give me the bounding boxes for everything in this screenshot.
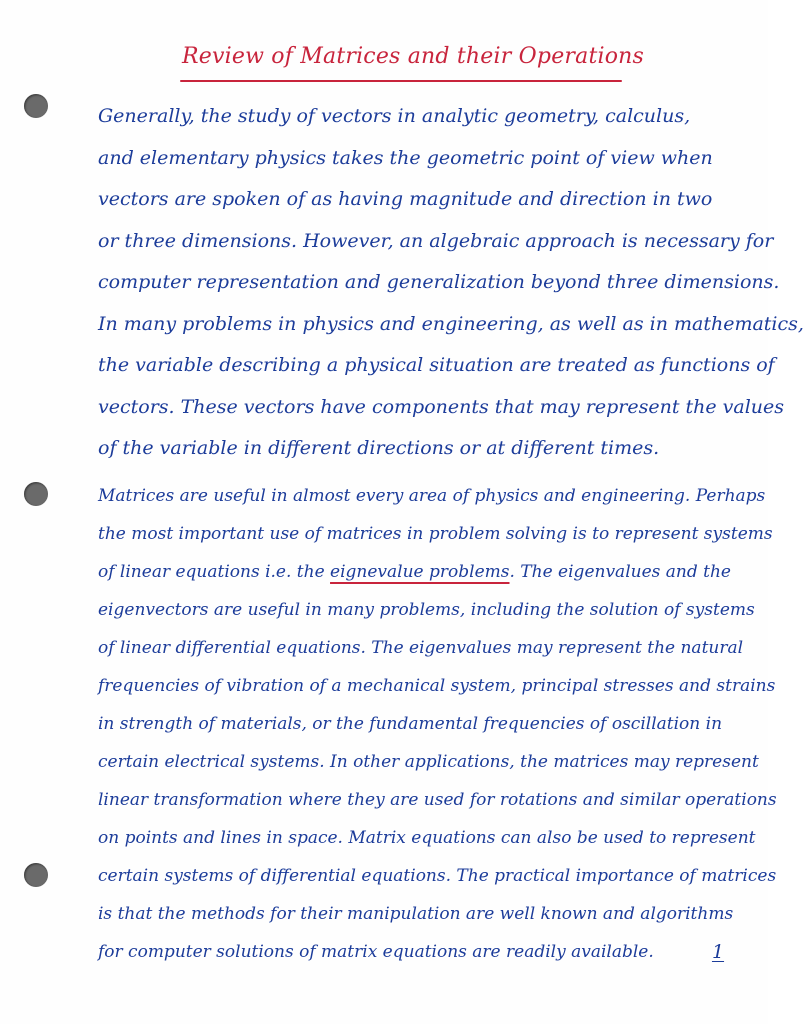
underlined-term: eignevalue problems <box>330 562 510 582</box>
text-line: certain systems of differential equations. The practical importance of matrices <box>98 866 777 886</box>
binder-hole-bottom <box>24 863 48 887</box>
text-line: of the variable in different directions or at different times. <box>98 437 660 459</box>
text-line: vectors. These vectors have components that may represent the values <box>98 395 785 418</box>
text-line: linear transformation where they are used for rotations and similar operations <box>98 790 777 810</box>
text-segment: . The eigenvalues and the <box>509 562 731 582</box>
text-line: vectors are spoken of as having magnitude and direction in two <box>98 188 713 210</box>
text-line: the variable describing a physical situation are treated as functions of <box>98 354 775 376</box>
text-line: is that the methods for their manipulation are well known and algorithms <box>98 904 734 924</box>
page-title: Review of Matrices and their Operations <box>182 44 645 69</box>
text-line: computer representation and generalization beyond three dimensions. <box>98 271 780 293</box>
page-number: 1 <box>711 941 725 963</box>
paragraph-vectors <box>98 96 804 470</box>
text-line: of linear differential equations. The eigenvalues may represent the natural <box>98 638 744 658</box>
text-line: on points and lines in space. Matrix equations can also be used to represent <box>98 828 756 848</box>
binder-hole-top <box>24 94 48 118</box>
paragraph-matrices <box>98 477 777 971</box>
text-line: frequencies of vibration of a mechanical system, principal stresses and strains <box>98 676 776 696</box>
text-line: and elementary physics takes the geometric point of view when <box>98 146 713 169</box>
text-line: for computer solutions of matrix equations are readily available. <box>98 942 654 962</box>
text-line: In many problems in physics and engineering, as well as in mathematics, <box>98 312 804 335</box>
text-line: certain electrical systems. In other applications, the matrices may represent <box>98 752 759 772</box>
title-underline <box>180 80 622 82</box>
text-line: in strength of materials, or the fundamental frequencies of oscillation in <box>98 714 723 734</box>
text-line: Generally, the study of vectors in analytic geometry, calculus, <box>98 105 691 127</box>
text-line: the most important use of matrices in problem solving is to represent systems <box>98 524 773 544</box>
text-line: Matrices are useful in almost every area of physics and engineering. Perhaps <box>98 486 766 506</box>
binder-hole-middle <box>24 482 48 506</box>
text-line <box>98 553 731 591</box>
text-line: eigenvectors are useful in many problems, including the solution of systems <box>98 600 755 620</box>
text-line: or three dimensions. However, an algebraic approach is necessary for <box>98 229 774 252</box>
text-segment: of linear equations i.e. the <box>98 562 331 582</box>
